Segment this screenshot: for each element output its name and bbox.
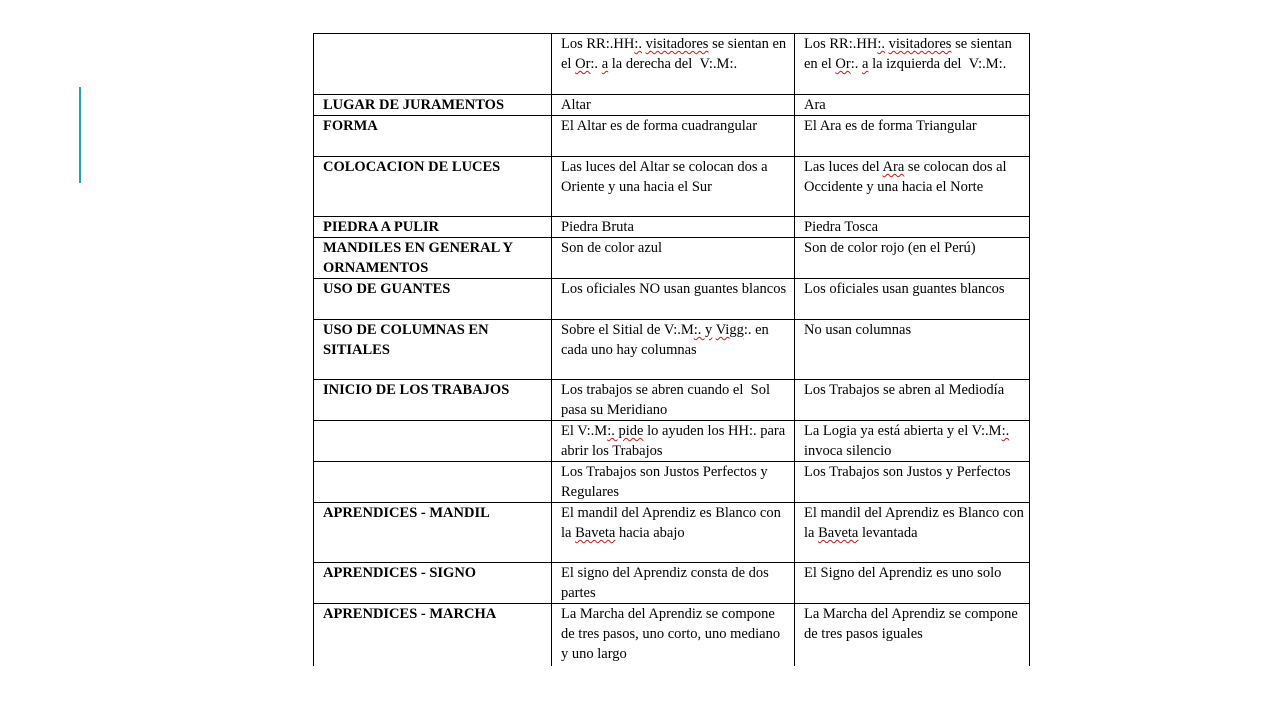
table-row (314, 421, 1030, 462)
cell-left: Piedra Bruta (552, 217, 795, 238)
table-row (314, 116, 1030, 157)
cell-left: Los oficiales NO usan guantes blancos (552, 279, 795, 320)
row-label: INICIO DE LOS TRABAJOS (314, 380, 552, 421)
cell-right: El mandil del Aprendiz es Blanco con la Baveta levantada (795, 503, 1030, 563)
cell-right: Ara (795, 95, 1030, 116)
table-row (314, 157, 1030, 217)
cell-left: El Altar es de forma cuadrangular (552, 116, 795, 157)
cell-left: El mandil del Aprendiz es Blanco con la Baveta hacia abajo (552, 503, 795, 563)
row-label: APRENDICES - MANDIL (314, 503, 552, 563)
cell-right: Los oficiales usan guantes blancos (795, 279, 1030, 320)
row-label: USO DE GUANTES (314, 279, 552, 320)
cell-right: Los Trabajos son Justos y Perfectos (795, 462, 1030, 503)
cell-right: La Marcha del Aprendiz se compone de tres pasos iguales (795, 604, 1030, 667)
cell-right: La Logia ya está abierta y el V:.M:. invoca silencio (795, 421, 1030, 462)
cell-left: Los Trabajos son Justos Perfectos y Regulares (552, 462, 795, 503)
cell-left: El signo del Aprendiz consta de dos partes (552, 563, 795, 604)
cell-left: Altar (552, 95, 795, 116)
row-label: COLOCACION DE LUCES (314, 157, 552, 217)
cell-right: El Signo del Aprendiz es uno solo (795, 563, 1030, 604)
table-row (314, 279, 1030, 320)
cell-right: No usan columnas (795, 320, 1030, 380)
cell-left: El V:.M:. pide lo ayuden los HH:. para abrir los Trabajos (552, 421, 795, 462)
accent-bar (79, 87, 81, 183)
table-row (314, 217, 1030, 238)
row-label: MANDILES EN GENERAL Y ORNAMENTOS (314, 238, 552, 279)
cell-right: Los RR:.HH:. visitadores se sientan en el Or:. a la izquierda del V:.M:. (795, 34, 1030, 95)
row-label (314, 34, 552, 95)
cell-left: Son de color azul (552, 238, 795, 279)
cell-left: Las luces del Altar se colocan dos a Oriente y una hacia el Sur (552, 157, 795, 217)
table-row (314, 95, 1030, 116)
table-row (314, 604, 1030, 667)
cell-left: Sobre el Sitial de V:.M:. y Vigg:. en cada uno hay columnas (552, 320, 795, 380)
comparison-table (313, 33, 1030, 666)
cell-left: La Marcha del Aprendiz se compone de tres pasos, uno corto, uno mediano y uno largo (552, 604, 795, 667)
row-label: PIEDRA A PULIR (314, 217, 552, 238)
cell-left: Los RR:.HH:. visitadores se sientan en el Or:. a la derecha del V:.M:. (552, 34, 795, 95)
cell-right: Son de color rojo (en el Perú) (795, 238, 1030, 279)
table-row (314, 462, 1030, 503)
row-label: USO DE COLUMNAS EN SITIALES (314, 320, 552, 380)
row-label: LUGAR DE JURAMENTOS (314, 95, 552, 116)
table-row (314, 238, 1030, 279)
cell-right: El Ara es de forma Triangular (795, 116, 1030, 157)
row-label: APRENDICES - MARCHA (314, 604, 552, 667)
row-label (314, 462, 552, 503)
table-row (314, 320, 1030, 380)
cell-right: Piedra Tosca (795, 217, 1030, 238)
row-label (314, 421, 552, 462)
cell-left: Los trabajos se abren cuando el Sol pasa su Meridiano (552, 380, 795, 421)
cell-right: Las luces del Ara se colocan dos al Occidente y una hacia el Norte (795, 157, 1030, 217)
row-label: APRENDICES - SIGNO (314, 563, 552, 604)
row-label: FORMA (314, 116, 552, 157)
cell-right: Los Trabajos se abren al Mediodía (795, 380, 1030, 421)
table-row (314, 563, 1030, 604)
table-row (314, 34, 1030, 95)
table-row (314, 380, 1030, 421)
table-row (314, 503, 1030, 563)
